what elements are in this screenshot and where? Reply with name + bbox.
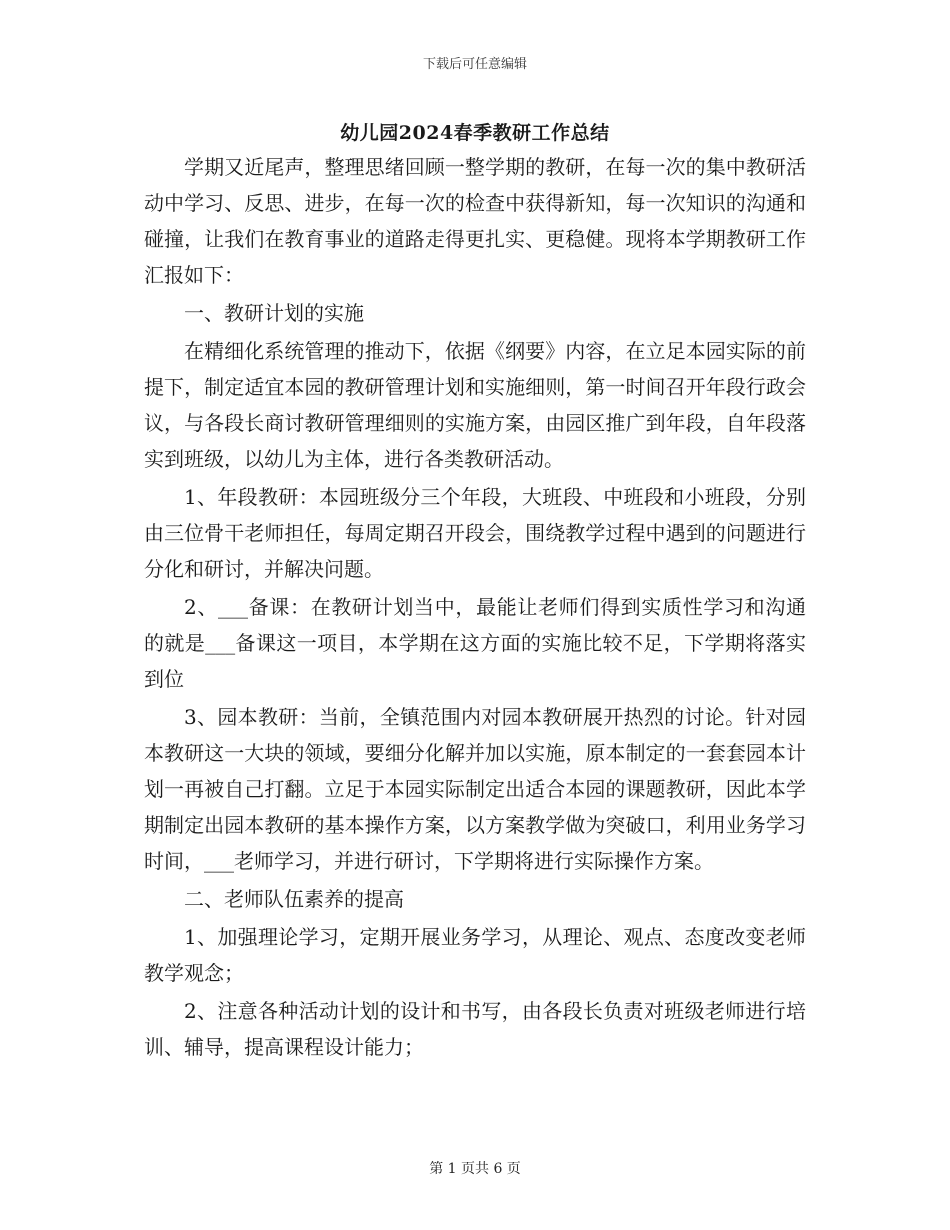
section-heading-1: 一、教研计划的实施	[184, 301, 364, 325]
document-title: 幼儿园2024春季教研工作总结	[340, 122, 610, 144]
document-body	[144, 149, 806, 1067]
paragraph: 1、加强理论学习，定期开展业务学习，从理论、观点、态度改变老师教学观念；	[144, 925, 806, 985]
paragraph: 2、___备课：在教研计划当中，最能让老师们得到实质性学习和沟通的就是___备课这一项目，本学期在这方面的实施比较不足，下学期将落实到位	[144, 595, 806, 691]
paragraph: 1、年段教研：本园班级分三个年段，大班段、中班段和小班段，分别由三位骨干老师担任，每周定期召开段会，围绕教学过程中遇到的问题进行分化和研讨，并解决问题。	[144, 485, 806, 581]
section-heading-2: 二、老师队伍素养的提高	[184, 887, 404, 911]
paragraph: 3、园本教研：当前，全镇范围内对园本教研展开热烈的讨论。针对园本教研这一大块的领域，要细分化解并加以实施，原本制定的一套套园本计划一再被自己打翻。立足于本园实际制定出适合本园的课题教研，因此本学期制定出园本教研的基本操作方案，以方案教学做为突破口，利用业务学习时间，___老师学习，并进行研讨，下学期将进行实际操作方案。	[144, 705, 806, 873]
paragraph: 2、注意各种活动计划的设计和书写，由各段长负责对班级老师进行培训、辅导，提高课程设计能力；	[144, 999, 806, 1059]
page-header: 下载后可任意编辑	[422, 57, 527, 72]
paragraph-intro: 学期又近尾声，整理思绪回顾一整学期的教研，在每一次的集中教研活动中学习、反思、进步，在每一次的检查中获得新知，每一次知识的沟通和碰撞，让我们在教育事业的道路走得更扎实、更稳健。现将本学期教研工作汇报如下：	[144, 155, 806, 287]
paragraph: 在精细化系统管理的推动下，依据《纲要》内容，在立足本园实际的前提下，制定适宜本园的教研管理计划和实施细则，第一时间召开年段行政会议，与各段长商讨教研管理细则的实施方案，由园区推广到年段，自年段落实到班级，以幼儿为主体，进行各类教研活动。	[144, 339, 806, 471]
page-footer: 第 1 页共 6 页	[429, 1161, 521, 1177]
